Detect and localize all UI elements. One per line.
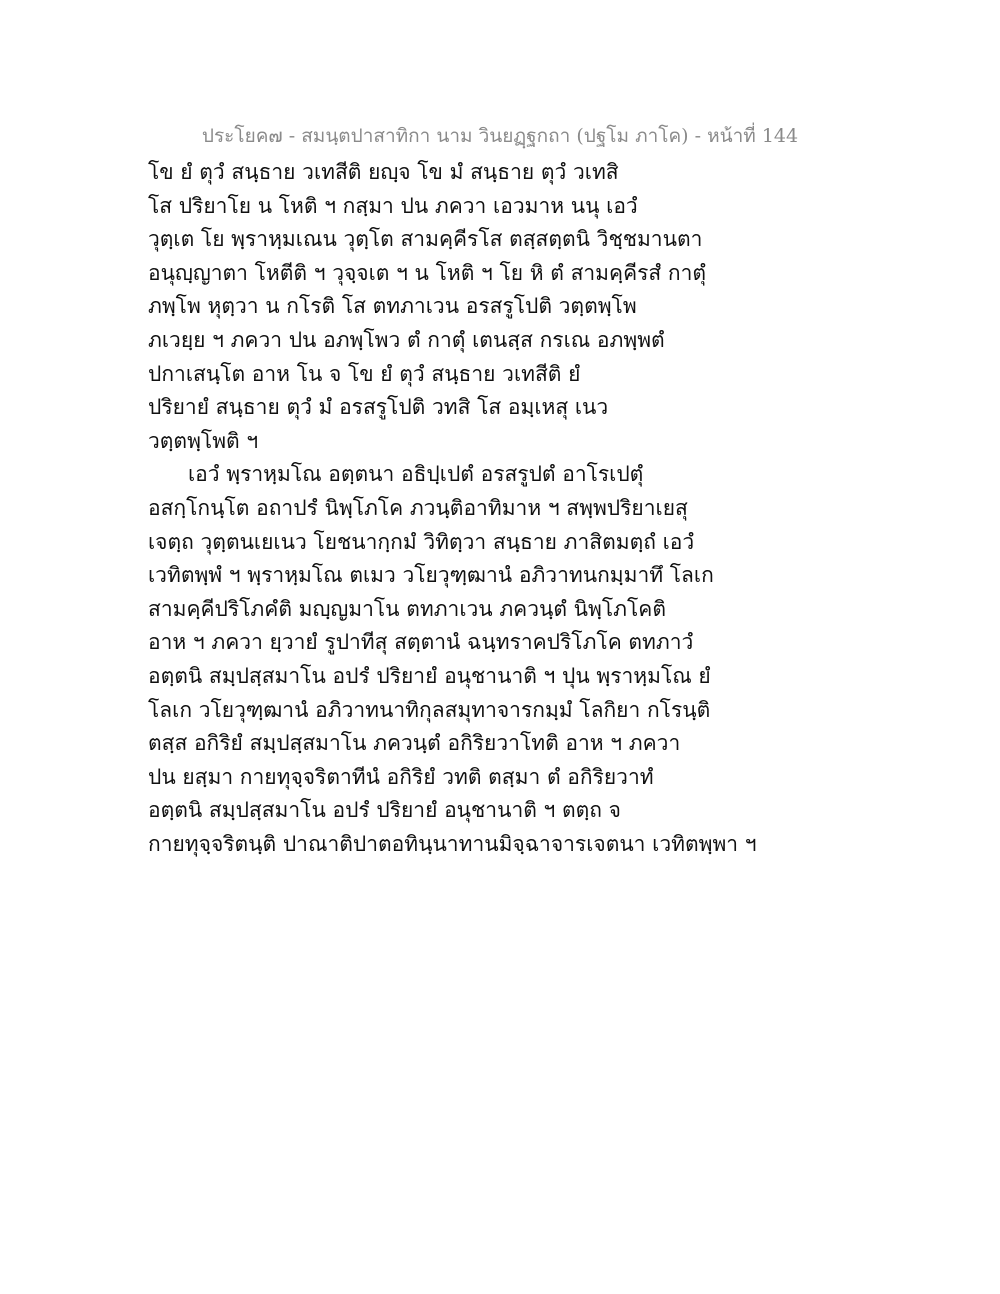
text-line: โลเก วโยวุฑฺฒานํ อภิวาทนาทิกุลสมุทาจารกมฺมํ โลกิยา กโรนฺติ xyxy=(148,697,711,722)
paragraph-1 xyxy=(148,156,707,458)
text-line: โข ยํ ตุวํ สนฺธาย วเทสีติ ยญฺจ โข มํ สนฺธาย ตุวํ วเทสิ xyxy=(148,160,619,184)
running-header: ประโยค๗ - สมนฺตปาสาทิกา นาม วินยฏฺฐกถา (ปฐโม ภาโค) - หน้าที่ 144 xyxy=(201,125,799,147)
text-line: อตฺตนิ สมฺปสฺสมาโน อปรํ ปริยายํ อนุชานาติ ฯ ปุน พฺราหฺมโณ ยํ xyxy=(148,663,711,688)
text-line: ปริยายํ สนฺธาย ตุวํ มํ อรสรูโปติ วทสิ โส อมฺเหสุ เนว xyxy=(148,395,609,420)
text-line: วุตฺเต โย พฺราหฺมเณน วุตฺโต สามคฺคีรโส ตสฺสตฺตนิ วิชฺชมานตา xyxy=(148,227,703,252)
text-line: อนุญฺญาตา โหตีติ ฯ วุจฺจเต ฯ น โหติ ฯ โย หิ ตํ สามคฺคีรสํ กาตุํ xyxy=(148,260,707,285)
text-line: วตฺตพฺโพติ ฯ xyxy=(148,428,259,453)
text-line: เอวํ พฺราหฺมโณ อตฺตนา อธิปฺเปตํ อรสรูปตํ อาโรเปตุํ xyxy=(188,462,644,487)
text-line: อตฺตนิ สมฺปสฺสมาโน อปรํ ปริยายํ อนุชานาติ ฯ ตตฺถ จ xyxy=(148,798,621,823)
text-line: เจตฺถ วุตฺตนเยเนว โยชนากฺกมํ วิทิตฺวา สนฺธาย ภาสิตมตฺถํ เอวํ xyxy=(148,529,695,554)
text-line: ปกาเสนฺโต อาห โน จ โข ยํ ตุวํ สนฺธาย วเทสีติ ยํ xyxy=(148,361,581,386)
text-line: สามคฺคีปริโภคํติ มญฺญมาโน ตทภาเวน ภควนฺตํ นิพฺโภโคติ xyxy=(148,596,666,621)
text-line: กายทุจฺจริตนฺติ ปาณาติปาตอทินฺนาทานมิจฺฉาจารเจตนา เวทิตพฺพา ฯ xyxy=(148,831,757,856)
text-line: ปน ยสฺมา กายทุจฺจริตาทีนํ อกิริยํ วทติ ตสฺมา ตํ อกิริยวาทํ xyxy=(148,764,654,789)
text-line: เวทิตพฺพํ ฯ พฺราหฺมโณ ตเมว วโยวุฑฺฒานํ อภิวาทนกมฺมาทึ โลเก xyxy=(148,563,714,588)
body-text xyxy=(148,156,757,861)
text-line: โส ปริยาโย น โหติ ฯ กสฺมา ปน ภควา เอวมาห นนุ เอวํ xyxy=(148,193,638,218)
text-line: อสกฺโกนฺโต อถาปรํ นิพฺโภโค ภวนฺติอาทิมาห ฯ สพฺพปริยาเยสุ xyxy=(148,495,688,520)
text-line: ตสฺส อกิริยํ สมฺปสฺสมาโน ภควนฺตํ อกิริยวาโทติ อาห ฯ ภควา xyxy=(148,731,681,756)
paragraph-2 xyxy=(148,458,757,861)
text-line: ภพฺโพ หุตฺวา น กโรติ โส ตทภาเวน อรสรูโปติ วตฺตพฺโพ xyxy=(148,294,637,319)
text-line: อาห ฯ ภควา ยฺวายํ รูปาทีสุ สตฺตานํ ฉนฺทราคปริโภโค ตทภาวํ xyxy=(148,630,694,655)
text-line: ภเวยฺย ฯ ภควา ปน อภพฺโพว ตํ กาตุํ เตนสฺส กรเณ อภพฺพตํ xyxy=(148,327,665,352)
